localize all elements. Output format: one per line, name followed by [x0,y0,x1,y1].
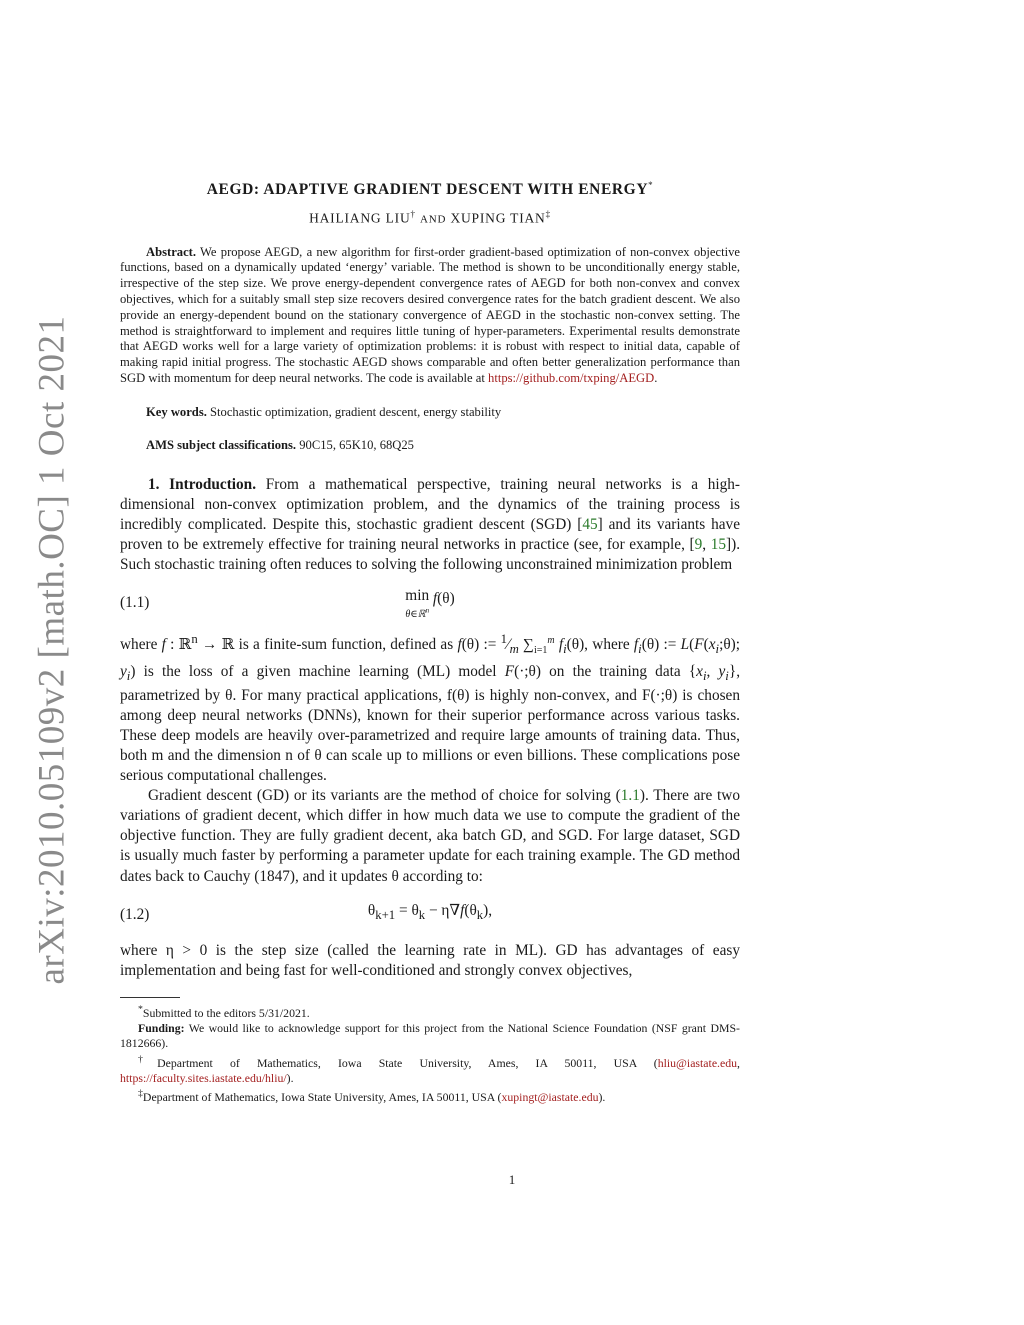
author-1: HAILIANG LIU [309,210,411,226]
email-link-1[interactable]: hliu@iastate.edu [657,1055,738,1070]
arxiv-identifier-stamp: arXiv:2010.05109v2 [math.OC] 1 Oct 2021 [31,315,73,985]
intro-paragraph-3: Gradient descent (GD) or its variants are the method of choice for solving (1.1). There are two variations of gradient decent, which differ in how much data we use to compute the gradient of the objective function. They are fully gradient decent, aka batch GD, and SGD. For large dataset, SGD is usually much faster by performing a parameter update for each training example. The GD method dates back to Cauchy (1847), and it updates θ according to: [120,787,740,885]
email-link-2[interactable]: xupingt@iastate.edu [501,1090,599,1105]
footnotes [120,1002,740,1106]
citation-45[interactable]: 45 [582,516,598,534]
equation-1-1: (1.1) min θ∈ℝ$^n$ f(θ) [120,587,455,620]
ams-classifications: AMS subject classifications. 90C15, 65K10, 68Q25 [146,437,414,452]
equation-ref-1-1[interactable]: 1.1 [620,787,640,805]
citation-15[interactable]: 15 [710,536,726,554]
homepage-link[interactable]: https://faculty.sites.iastate.edu/hliu/ [120,1070,287,1085]
section-heading: 1. Introduction. [148,475,257,493]
author-line: HAILIANG LIU† AND XUPING TIAN‡ [309,209,551,226]
code-link[interactable]: https://github.com/txping/AEGD [488,371,655,386]
paper-page [120,180,740,1105]
page-number: 1 [508,1172,516,1187]
abstract-label: Abstract. [146,244,197,259]
footnote-submitted: *Submitted to the editors 5/31/2021. [138,1003,310,1020]
intro-paragraph-4: where η > 0 is the step size (called the learning rate in ML). GD has advantages of easy implementation and being fast for well-conditioned and strongly convex objectives, [120,941,740,979]
citation-9[interactable]: 9 [694,536,703,554]
footnote-author-1: †Department of Mathematics, Iowa State University, Ames, IA 50011, USA (hliu@iastate.edu, https://faculty.sites.iastate.edu/hliu/). [120,1053,740,1085]
footnote-funding: Funding: We would like to acknowledge support for this project from the National Science Foundation (NSF grant DMS-1812666). [120,1021,740,1051]
abstract-text: We propose AEGD, a new algorithm for first-order gradient-based optimization of non-convex objective functions, based on a dynamically updated ‘energy’ variable. The method is shown to be unconditionally energy stable, irrespective of the step size. We prove energy-dependent convergence rates of AEGD for both non-convex and convex objectives, which for a suitably small step size recovers desired convergence rates for the batch gradient descent. We also provide an energy-dependent bound on the stationary convergence of AEGD in the stochastic non-convex setting. The method is straightforward to implement and requires little tuning of hyper-parameters. Experimental results demonstrate that AEGD works well for a large variety of optimization problems: it is robust with respect to initial data, capable of making rapid initial progress. The stochastic AEGD shows comparable and often better generalization performance than SGD with momentum for deep neural networks. The code is available at [120,244,740,386]
equation-1-2: (1.2) $\theta_{k+1} = \theta_k - \eta\nabla f(\theta_k)$, [120,901,493,923]
intro-paragraph-1: 1. Introduction. From a mathematical perspective, training neural networks is a high-dimensional non-convex optimization problem, and the dynamics of the training process is incredibly complicated. Despite this, stochastic gradient descent (SGD) [45] and its variants have proven to be extremely effective for training neural networks in practice (see, for example, [9, 15]). Such stochastic training often reduces to solving the following unconstrained minimization problem [120,475,741,574]
author-2: XUPING TIAN [450,210,546,226]
intro-paragraph-2: where f : ℝ$^n$ → ℝ is a finite-sum function, defined as f(θ) := $^1⁄_m$ $\sum_{i=1}^m$ $f_i(\theta)$, where $f_i(\theta)$ := $L(F(x_i;\theta)$; $y_i$) is the loss of a given machine learning (ML) model F(·;θ) on the training data {$x_i$, $y_i$}, parametrized by θ. For many practical applications, f(θ) is highly non-convex, and F(·;θ) is chosen among deep neural networks (DNNs), known for their superior performance across various tasks. These deep models are heavily over-parametrized and require large amounts of training data. Thus, both m and the dimension n of θ can scale up to millions or even billions. These complications pose serious computational challenges. [120,632,741,785]
keywords: Key words. Stochastic optimization, gradient descent, energy stability [146,404,502,419]
footnote-author-2: ‡Department of Mathematics, Iowa State University, Ames, IA 50011, USA (xupingt@iastate.edu). [138,1088,606,1105]
paper-title: AEGD: ADAPTIVE GRADIENT DESCENT WITH ENERGY* [206,180,654,199]
abstract: Abstract. We propose AEGD, a new algorithm for first-order gradient-based optimization of non-convex objective functions, based on a dynamically updated ‘energy’ variable. The method is shown to be unconditionally energy stable, irrespective of the step size. We prove energy-dependent convergence rates of AEGD for both non-convex and convex objectives, which for a suitably small step size recovers desired convergence rates for the batch gradient descent. We also provide an energy-dependent bound on the stationary convergence of AEGD in the stochastic non-convex setting. The method is straightforward to implement and requires little tuning of hyper-parameters. Experimental results demonstrate that AEGD works well for a large variety of optimization problems: it is robust with respect to initial data, capable of making rapid initial progress. The stochastic AEGD shows comparable and often better generalization performance than SGD with momentum for deep neural networks. The code is available at https://github.com/txping/AEGD. [120,244,740,386]
introduction-section [120,475,740,981]
footnote-divider [120,997,180,998]
